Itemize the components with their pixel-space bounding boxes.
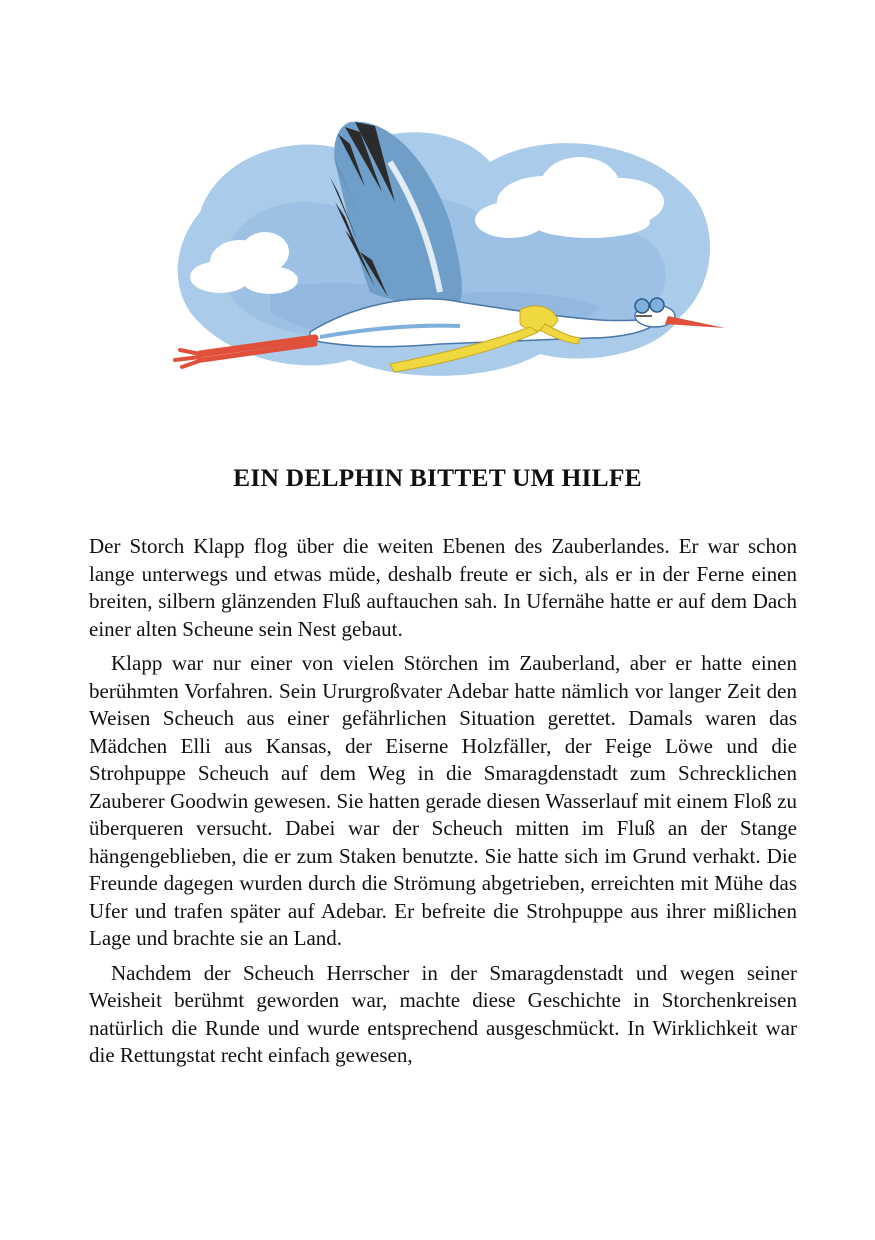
paragraph: Der Storch Klapp flog über die weiten Ebenen des Zauberlandes. Er war schon lange unterwegs und etwas müde, deshalb freute er sich, als er in der Ferne einen breiten, silbern glänzenden Fluß auftauchen sah. In Ufernähe hatte er auf dem Dach einer alten Scheune sein Nest gebaut. [89, 534, 797, 641]
chapter-title: EIN DELPHIN BITTET UM HILFE [233, 463, 642, 492]
stork-beak [665, 316, 725, 328]
paragraph: Klapp war nur einer von vielen Störchen im Zauberland, aber er hatte einen berühmten Vorfahren. Sein Ururgroßvater Adebar hatte nämlich vor langer Zeit den Weisen Scheuch aus einer gefährlichen Situation gerettet. Damals waren das Mädchen Elli aus Kansas, der Eiserne Holzfäller, der Feige Löwe und die Strohpuppe Scheuch auf dem Weg in die Smaragdenstadt zum Schrecklichen Zauberer Goodwin gewesen. Sie hatten gerade diesen Wasserlauf mit einem Floß zu überqueren versucht. Dabei war der Scheuch mitten im Fluß an der Stange hängengeblieben, die er zum Staken benutzte. Sie hatte sich im Grund verhakt. Die Freunde dagegen wurden durch die Strömung abgetrieben, erreichten mit Mühe das Ufer und trafen später auf Adebar. Er befreite die Strohpuppe aus ihrer mißlichen Lage und brachte sie an Land. [89, 651, 797, 950]
stork-illustration-svg [160, 92, 730, 392]
paragraph: Nachdem der Scheuch Herrscher in der Smaragdenstadt und wegen seiner Weisheit berühmt geworden war, machte diese Geschichte in Storchenkreisen natürlich die Runde und wurde entsprechend ausgeschmückt. In Wirklichkeit war die Rettungstat recht einfach gewesen, [89, 960, 797, 1067]
stork-illustration [160, 92, 730, 392]
body-text [89, 533, 797, 1077]
